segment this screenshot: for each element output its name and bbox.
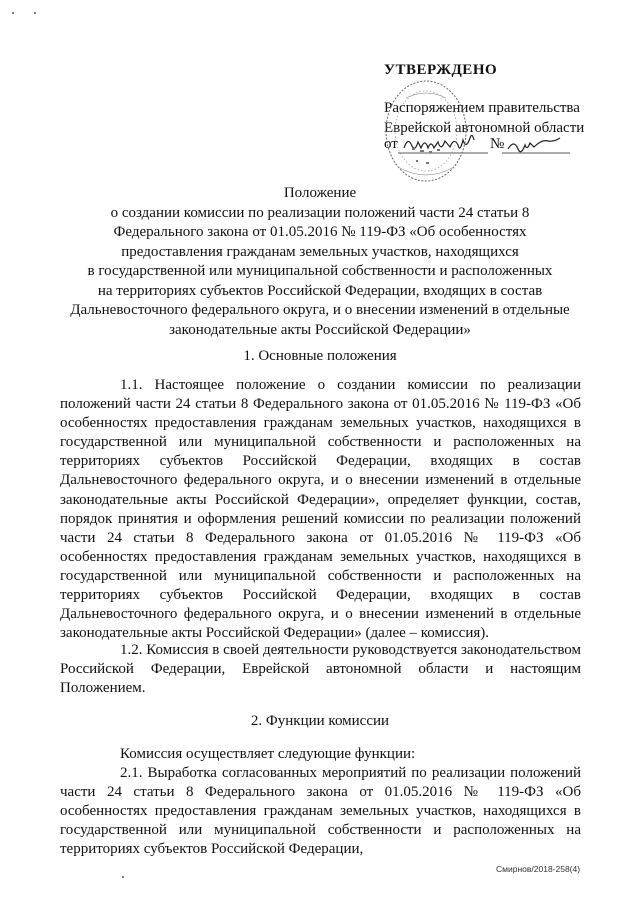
paragraph-1-2: 1.2. Комиссия в своей деятельности руководствуется законодательством Российской Федерации, Еврейской автономной области и настоящим Положением. — [60, 642, 581, 697]
approval-from-label: от — [384, 136, 398, 152]
title-line: предоставления гражданам земельных участков, находящихся — [121, 243, 519, 260]
document-title — [60, 184, 580, 340]
paragraph-2-intro: Комиссия осуществляет следующие функции: — [120, 746, 416, 762]
footer-code: Смирнов/2018-258(4) — [496, 864, 581, 874]
title-line: в государственной или муниципальной собственности и расположенных — [87, 263, 553, 279]
approval-line-1: Распоряжением правительства — [384, 100, 580, 116]
scan-speck — [12, 12, 14, 14]
section-heading: 1. Основные положения — [243, 348, 397, 364]
section-heading: 2. Функции комиссии — [250, 713, 390, 729]
title-line: Федерального закона от 01.05.2016 № 119-ФЗ «Об особенностях — [113, 224, 527, 240]
title-line: законодательные акты Российской Федерации» — [169, 321, 471, 338]
official-stamp — [382, 78, 470, 184]
title-line: Положение — [283, 185, 357, 201]
approval-number-label: № — [490, 136, 505, 152]
paragraph-1-1: 1.1. Настоящее положение о создании комиссии по реализации положений части 24 статьи 8 Федерального закона от 01.05.2016 № 119-ФЗ «Об особенностях предоставления гражданам земельных участков, находящихся в государственной или муниципальной собственности и расположенных на территориях субъектов Российской Федерации, входящих в состав Дальневосточного федерального округа, и о внесении изменений в отдельные законодательные акты Российской Федерации», определяет функции, состав, порядок принятия и оформления решений комиссии по реализации положений части 24 статьи 8 Федерального закона от 01.05.2016 № 119-ФЗ «Об особенностях предоставления гражданам земельных участков, находящихся в государственной или муниципальной собственности и расположенных на территориях субъектов Российской Федерации, входящих в состав Дальневосточного федерального округа, и о внесении изменений в отдельные законодательные акты Российской Федерации» (далее – комиссия). — [60, 377, 581, 642]
scan-speck — [34, 12, 36, 14]
approval-heading: УТВЕРЖДЕНО — [384, 62, 498, 78]
scan-speck — [122, 876, 124, 878]
title-line: о создании комиссии по реализации положений части 24 статьи 8 — [110, 204, 530, 221]
title-line: на территориях субъектов Российской Федерации, входящих в состав — [97, 282, 543, 299]
title-line: Дальневосточного федерального округа, и о внесении изменений в отдельные — [70, 302, 570, 318]
paragraph-2-1: 2.1. Выработка согласованных мероприятий по реализации положений части 24 статьи 8 Федерального закона от 01.05.2016 № 119-ФЗ «Об особенностях предоставления гражданам земельных участков, находящихся в государственной или муниципальной собственности и расположенных на территориях субъектов Российской Федерации, — [60, 765, 581, 858]
approval-line-2: Еврейской автономной области — [384, 120, 585, 136]
